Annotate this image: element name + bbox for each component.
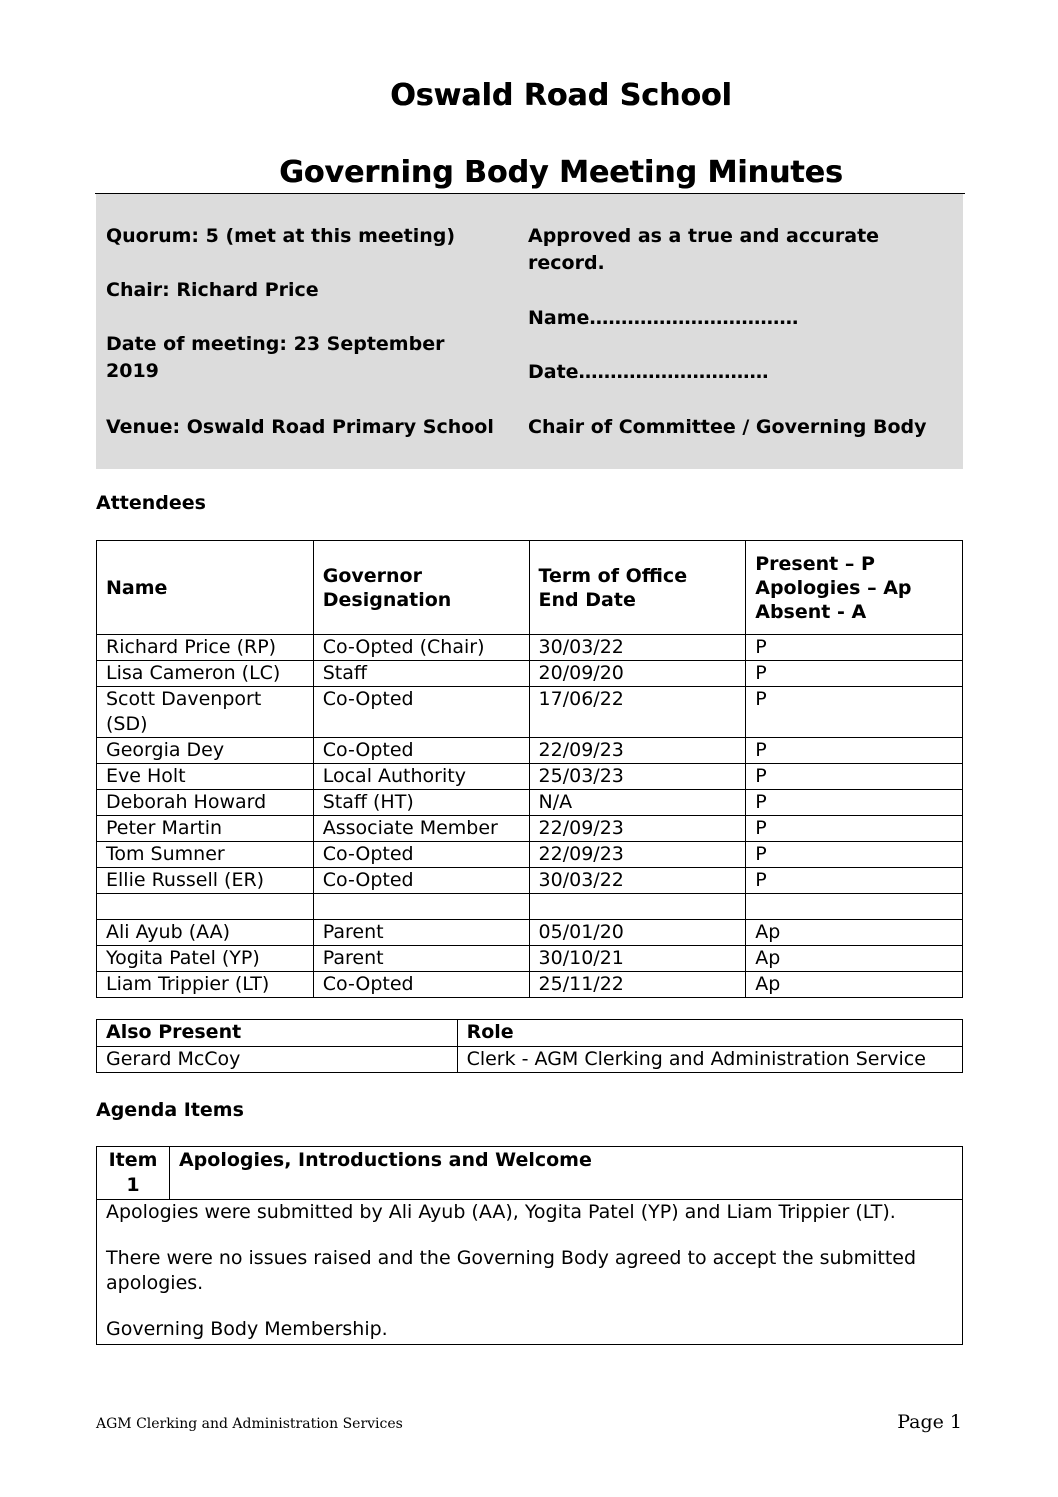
attendee-attendance: P	[746, 842, 963, 868]
attendee-designation: Co-Opted	[313, 687, 529, 738]
attendee-designation: Co-Opted	[313, 972, 529, 998]
attendee-designation: Staff	[313, 661, 529, 687]
attendee-term-end: 22/09/23	[529, 738, 746, 764]
term-header-line: End Date	[538, 588, 636, 611]
column-header-term	[529, 541, 746, 635]
attendee-name: Lisa Cameron (LC)	[97, 661, 314, 687]
agenda-item-body	[97, 1200, 963, 1345]
table-row	[97, 635, 963, 661]
signature-date-field: Date…………………………	[528, 361, 769, 383]
column-header-attendance	[746, 541, 963, 635]
attendance-header-line: Absent - A	[755, 600, 867, 623]
agenda-paragraph: There were no issues raised and the Governing Body agreed to accept the submitted apologies.	[106, 1247, 917, 1294]
page-number: Page 1	[897, 1411, 962, 1433]
attendee-designation: Parent	[313, 920, 529, 946]
attendees-header-row	[97, 541, 963, 635]
attendee-name: Georgia Dey	[97, 738, 314, 764]
chair-of-committee-text: Chair of Committee / Governing Body	[528, 416, 927, 438]
attendee-name: Scott Davenport (SD)	[97, 687, 314, 738]
attendee-attendance: P	[746, 790, 963, 816]
attendees-table	[96, 540, 963, 998]
attendee-designation	[313, 894, 529, 920]
document-title: Governing Body Meeting Minutes	[279, 155, 843, 190]
table-row	[97, 1047, 963, 1073]
table-row	[97, 661, 963, 687]
attendance-header-line: Apologies – Ap	[755, 576, 912, 599]
column-header-role: Role	[457, 1020, 962, 1047]
table-row	[97, 816, 963, 842]
approval-text	[528, 223, 879, 277]
also-present-table	[96, 1019, 963, 1073]
chair-text: Chair: Richard Price	[106, 279, 319, 301]
column-header-also-present: Also Present	[97, 1020, 458, 1047]
agenda-paragraph: Governing Body Membership.	[106, 1318, 388, 1340]
column-header-name: Name	[97, 541, 314, 635]
attendee-attendance: P	[746, 687, 963, 738]
table-row	[97, 894, 963, 920]
agenda-item-number	[97, 1147, 170, 1200]
also-present-header-row	[97, 1020, 963, 1047]
attendee-name	[97, 894, 314, 920]
venue-text: Venue: Oswald Road Primary School	[106, 416, 494, 438]
attendee-designation: Co-Opted	[313, 738, 529, 764]
attendee-designation: Local Authority	[313, 764, 529, 790]
designation-header-line: Governor	[322, 564, 422, 587]
attendee-designation: Staff (HT)	[313, 790, 529, 816]
table-row	[97, 920, 963, 946]
attendee-term-end	[529, 894, 746, 920]
school-name: Oswald Road School	[390, 78, 732, 113]
table-row	[97, 764, 963, 790]
agenda-paragraph: Apologies were submitted by Ali Ayub (AA), Yogita Patel (YP) and Liam Trippier (LT).	[106, 1201, 896, 1223]
attendee-attendance: Ap	[746, 946, 963, 972]
attendee-name: Liam Trippier (LT)	[97, 972, 314, 998]
attendee-name: Eve Holt	[97, 764, 314, 790]
attendee-attendance: P	[746, 764, 963, 790]
attendee-name: Richard Price (RP)	[97, 635, 314, 661]
attendee-name: Peter Martin	[97, 816, 314, 842]
attendee-term-end: 30/10/21	[529, 946, 746, 972]
attendee-name: Ellie Russell (ER)	[97, 868, 314, 894]
attendee-attendance: P	[746, 738, 963, 764]
attendee-attendance: P	[746, 868, 963, 894]
attendee-attendance: P	[746, 661, 963, 687]
attendee-term-end: 22/09/23	[529, 816, 746, 842]
attendee-name: Deborah Howard	[97, 790, 314, 816]
approval-line-1: Approved as a true and accurate	[528, 225, 880, 247]
table-row	[97, 868, 963, 894]
agenda-item-table	[96, 1146, 963, 1345]
attendees-heading: Attendees	[96, 492, 206, 514]
attendee-attendance: P	[746, 635, 963, 661]
attendee-term-end: N/A	[529, 790, 746, 816]
agenda-item-title: Apologies, Introductions and Welcome	[169, 1147, 962, 1200]
attendee-term-end: 30/03/22	[529, 635, 746, 661]
attendee-term-end: 25/11/22	[529, 972, 746, 998]
attendee-name: Tom Sumner	[97, 842, 314, 868]
quorum-text: Quorum: 5 (met at this meeting)	[106, 225, 456, 247]
attendee-designation: Parent	[313, 946, 529, 972]
attendee-attendance: Ap	[746, 972, 963, 998]
attendee-term-end: 30/03/22	[529, 868, 746, 894]
item-label: Item	[108, 1149, 158, 1171]
also-present-name: Gerard McCoy	[97, 1047, 458, 1073]
table-row	[97, 687, 963, 738]
table-row	[97, 946, 963, 972]
attendee-term-end: 20/09/20	[529, 661, 746, 687]
agenda-item-body-row	[97, 1200, 963, 1345]
attendee-designation: Co-Opted	[313, 842, 529, 868]
attendee-attendance: P	[746, 816, 963, 842]
also-present-role: Clerk - AGM Clerking and Administration Service	[457, 1047, 962, 1073]
signature-name-field: Name……………………………	[528, 307, 799, 329]
attendee-name: Yogita Patel (YP)	[97, 946, 314, 972]
column-header-designation	[313, 541, 529, 635]
term-header-line: Term of Office	[538, 564, 688, 587]
table-row	[97, 842, 963, 868]
approval-line-2: record.	[528, 252, 605, 274]
item-number: 1	[126, 1174, 140, 1196]
meeting-date-line-2: 2019	[106, 360, 159, 382]
attendee-designation: Associate Member	[313, 816, 529, 842]
table-row	[97, 738, 963, 764]
table-row	[97, 790, 963, 816]
attendee-name: Ali Ayub (AA)	[97, 920, 314, 946]
footer-organisation: AGM Clerking and Administration Services	[96, 1416, 403, 1432]
table-row	[97, 972, 963, 998]
attendee-designation: Co-Opted (Chair)	[313, 635, 529, 661]
attendance-header-line: Present – P	[755, 552, 875, 575]
attendee-term-end: 22/09/23	[529, 842, 746, 868]
agenda-item-header-row	[97, 1147, 963, 1200]
meeting-date-line-1: Date of meeting: 23 September	[106, 333, 445, 355]
agenda-heading: Agenda Items	[96, 1099, 244, 1121]
attendee-term-end: 25/03/23	[529, 764, 746, 790]
attendee-attendance	[746, 894, 963, 920]
attendee-term-end: 17/06/22	[529, 687, 746, 738]
attendee-term-end: 05/01/20	[529, 920, 746, 946]
attendee-designation: Co-Opted	[313, 868, 529, 894]
attendee-attendance: Ap	[746, 920, 963, 946]
designation-header-line: Designation	[322, 588, 452, 611]
meeting-date-text	[106, 331, 444, 385]
